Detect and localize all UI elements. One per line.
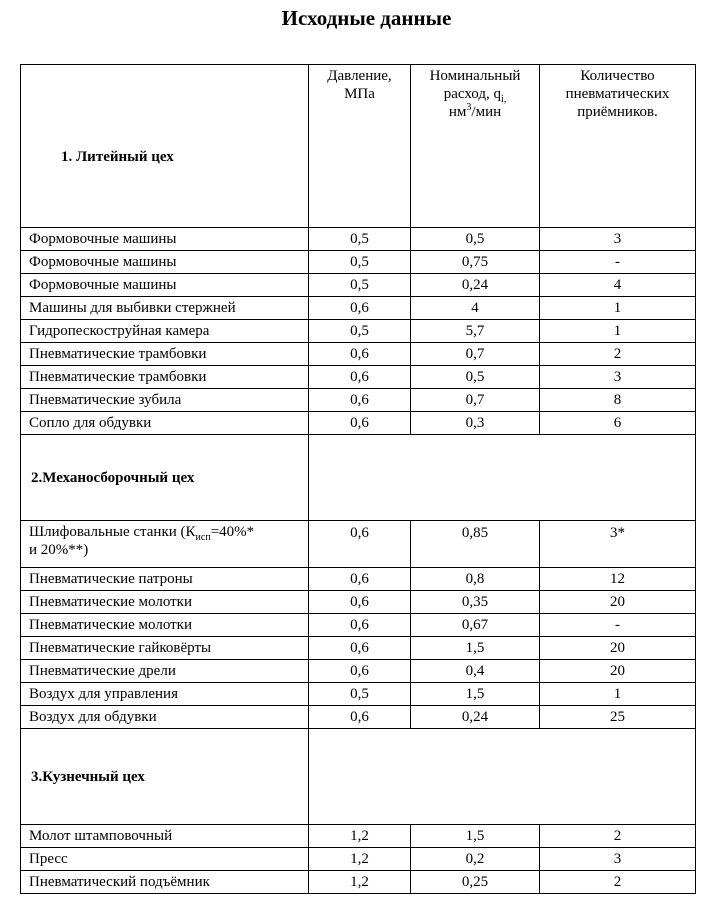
row-count: 2 (540, 871, 696, 894)
page-title: Исходные данные (281, 6, 452, 30)
row-pressure: 0,5 (309, 251, 411, 274)
row-count: 2 (540, 825, 696, 848)
row-flow: 0,25 (411, 871, 540, 894)
table-row (21, 871, 696, 894)
row-flow: 0,67 (411, 614, 540, 637)
table-row (21, 825, 696, 848)
row-flow: 0,3 (411, 412, 540, 435)
section-header-blank (309, 435, 696, 521)
section-header-row (21, 729, 696, 825)
table-row (21, 251, 696, 274)
row-pressure: 0,5 (309, 320, 411, 343)
row-name: Машины для выбивки стержней (21, 297, 309, 320)
table-row (21, 412, 696, 435)
row-count: 20 (540, 637, 696, 660)
row-flow: 5,7 (411, 320, 540, 343)
row-name (21, 521, 309, 568)
row-pressure: 0,6 (309, 521, 411, 568)
row-name: Пневматические гайковёрты (21, 637, 309, 660)
row-name: Сопло для обдувки (21, 412, 309, 435)
row-flow: 0,4 (411, 660, 540, 683)
row-flow: 0,7 (411, 389, 540, 412)
row-pressure: 0,6 (309, 568, 411, 591)
row-pressure: 0,6 (309, 343, 411, 366)
section-title: 2.Механосборочный цех (21, 435, 309, 521)
row-pressure: 0,6 (309, 614, 411, 637)
row-name: Воздух для управления (21, 683, 309, 706)
row-flow: 1,5 (411, 825, 540, 848)
row-flow: 0,5 (411, 366, 540, 389)
row-count: 1 (540, 683, 696, 706)
row-count: 25 (540, 706, 696, 729)
table-row (21, 366, 696, 389)
row-count: 3 (540, 228, 696, 251)
row-count: - (540, 614, 696, 637)
flow-header-line: расход, q (443, 86, 501, 102)
table-row (21, 637, 696, 660)
section-title: 3.Кузнечный цех (21, 729, 309, 825)
row-name: Пневматические трамбовки (21, 343, 309, 366)
table-row (21, 521, 696, 568)
row-name: Формовочные машины (21, 251, 309, 274)
flow-header-line: /мин (471, 104, 502, 120)
row-count: 1 (540, 320, 696, 343)
row-pressure: 0,6 (309, 412, 411, 435)
row-name: Пневматические молотки (21, 614, 309, 637)
count-header-line: приёмников. (577, 104, 658, 120)
row-pressure: 1,2 (309, 871, 411, 894)
row-pressure: 0,6 (309, 706, 411, 729)
row-flow: 0,35 (411, 591, 540, 614)
table-row (21, 389, 696, 412)
row-pressure: 1,2 (309, 825, 411, 848)
table-row (21, 320, 696, 343)
table-row (21, 343, 696, 366)
row-count: 8 (540, 389, 696, 412)
row-count: - (540, 251, 696, 274)
row-flow: 0,85 (411, 521, 540, 568)
row-name: Воздух для обдувки (21, 706, 309, 729)
row-flow: 0,7 (411, 343, 540, 366)
flow-header-sup: 3 (466, 102, 472, 113)
table-row (21, 274, 696, 297)
pressure-header (309, 65, 411, 228)
header-row (21, 65, 696, 228)
section-title: 1. Литейный цех (21, 65, 309, 228)
count-header-line: пневматических (565, 86, 670, 102)
row-flow: 0,24 (411, 706, 540, 729)
row-name: Пневматические молотки (21, 591, 309, 614)
row-name: Пневматический подъёмник (21, 871, 309, 894)
row-flow: 1,5 (411, 637, 540, 660)
row-name: Пресс (21, 848, 309, 871)
row-count: 12 (540, 568, 696, 591)
row-name-part: и 20%**) (29, 542, 89, 558)
row-pressure: 0,6 (309, 366, 411, 389)
row-name: Формовочные машины (21, 274, 309, 297)
table-row (21, 706, 696, 729)
row-pressure: 0,5 (309, 274, 411, 297)
row-flow: 0,24 (411, 274, 540, 297)
row-name: Гидропескоструйная камера (21, 320, 309, 343)
table-row (21, 591, 696, 614)
count-header-line: Количество (580, 68, 655, 84)
row-name: Пневматические патроны (21, 568, 309, 591)
row-name-sub: исп (195, 532, 211, 543)
row-name-part: Шлифовальные станки (К (29, 524, 196, 540)
section-header-row (21, 435, 696, 521)
row-flow: 0,8 (411, 568, 540, 591)
flow-header-line: нм (448, 104, 467, 120)
table-row (21, 848, 696, 871)
pressure-header-line: Давление, (327, 68, 392, 84)
row-name: Пневматические дрели (21, 660, 309, 683)
row-name: Молот штамповочный (21, 825, 309, 848)
row-count: 3* (540, 521, 696, 568)
row-pressure: 0,6 (309, 297, 411, 320)
pressure-header-line: МПа (344, 86, 375, 102)
row-count: 3 (540, 366, 696, 389)
source-data-table (20, 64, 696, 894)
row-count: 20 (540, 660, 696, 683)
table-row (21, 297, 696, 320)
row-name-part: =40%* (210, 524, 255, 540)
row-count: 2 (540, 343, 696, 366)
row-flow: 4 (411, 297, 540, 320)
table-row (21, 568, 696, 591)
row-flow: 0,75 (411, 251, 540, 274)
row-pressure: 0,6 (309, 637, 411, 660)
flow-header-sub: i, (500, 94, 507, 105)
row-count: 3 (540, 848, 696, 871)
count-header (540, 65, 696, 228)
row-count: 1 (540, 297, 696, 320)
row-name: Формовочные машины (21, 228, 309, 251)
row-flow: 0,5 (411, 228, 540, 251)
section-header-blank (309, 729, 696, 825)
table-row (21, 660, 696, 683)
row-pressure: 0,6 (309, 389, 411, 412)
row-name: Пневматические трамбовки (21, 366, 309, 389)
row-name: Пневматические зубила (21, 389, 309, 412)
row-flow: 0,2 (411, 848, 540, 871)
table-row (21, 683, 696, 706)
row-count: 6 (540, 412, 696, 435)
table-row (21, 614, 696, 637)
row-pressure: 0,6 (309, 660, 411, 683)
flow-header (411, 65, 540, 228)
row-pressure: 0,6 (309, 591, 411, 614)
row-pressure: 1,2 (309, 848, 411, 871)
table-row (21, 228, 696, 251)
row-flow: 1,5 (411, 683, 540, 706)
row-pressure: 0,5 (309, 683, 411, 706)
flow-header-line: Номинальный (429, 68, 521, 84)
row-pressure: 0,5 (309, 228, 411, 251)
row-count: 4 (540, 274, 696, 297)
row-count: 20 (540, 591, 696, 614)
